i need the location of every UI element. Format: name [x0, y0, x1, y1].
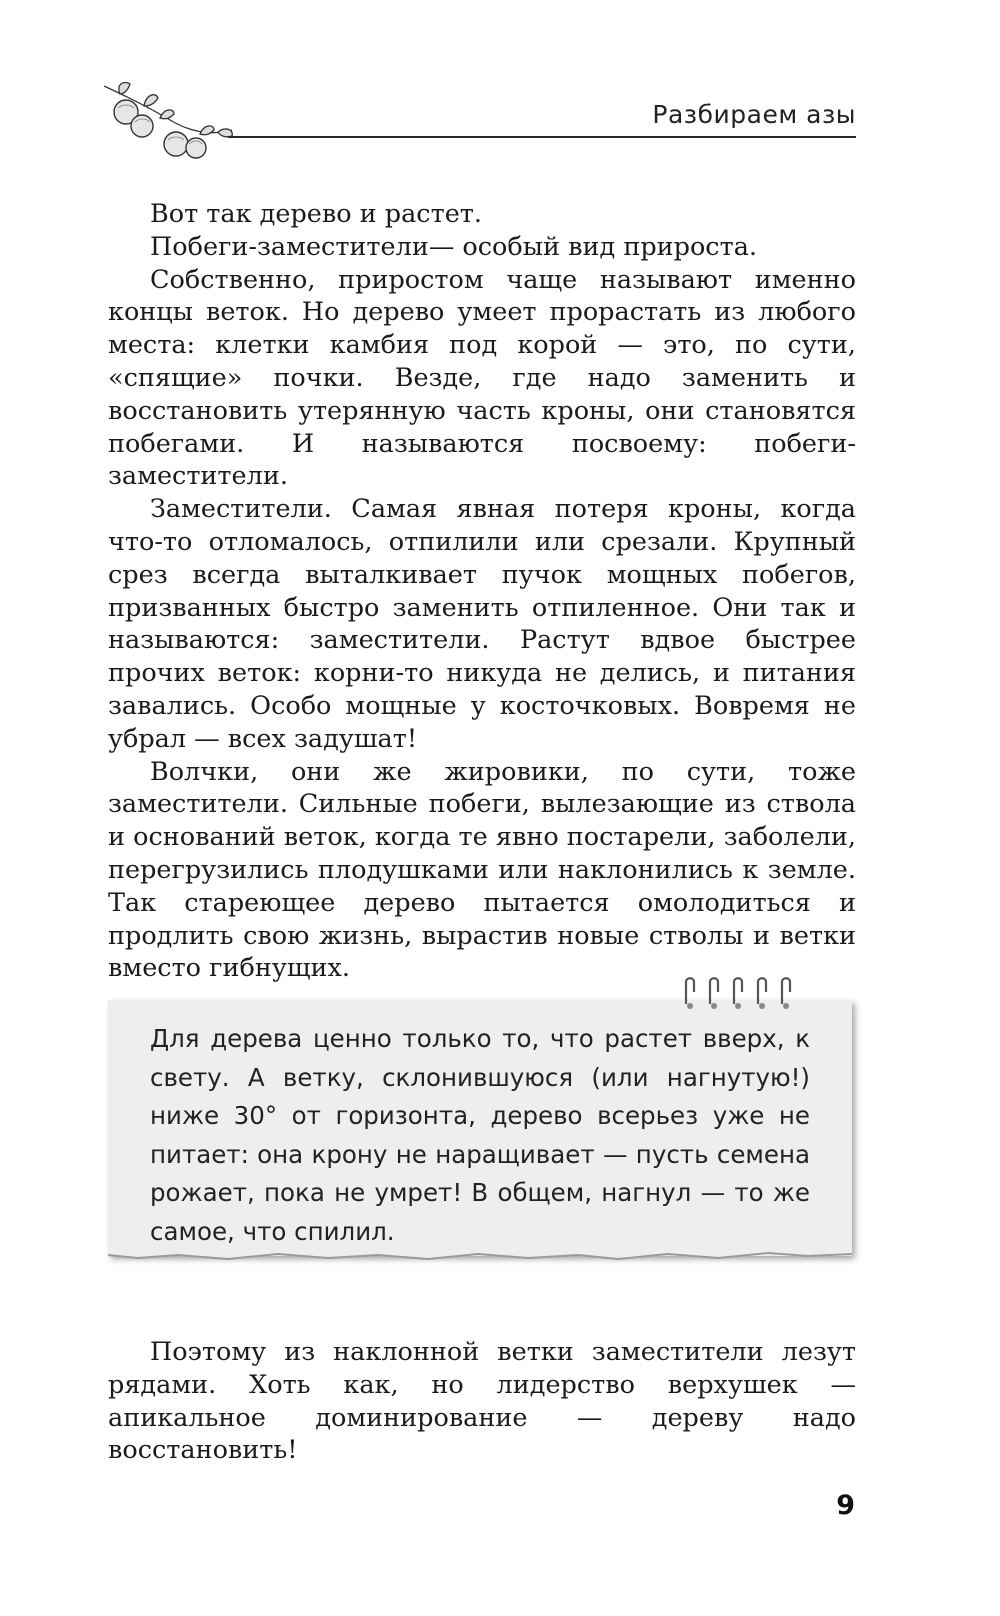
paragraph: Вот так дерево и растет.: [150, 199, 482, 229]
spiral-binding-icon: [680, 974, 810, 1018]
fruit-branch-ornament-icon: [100, 78, 240, 178]
paragraph: Заместители. Самая явная потеря кроны, когда что-то отломалось, отпилили или срезали. Крупный срез всегда выталкивает пучок мощных побегов, призванных быстро заменить отпиленное. Они так и называются: заместители. Растут вдвое быстрее прочих веток: корни-то никуда не делись, и питания завались. Особо мощные у косточковых. Вовремя не убрал — всех задушат!: [108, 494, 856, 754]
page-number: 9: [836, 1490, 855, 1521]
paragraph: Побеги-заместители— особый вид прироста.: [150, 231, 758, 262]
paragraph: Волчки, они же жировики, по сути, тоже заместители. Сильные побеги, вылезающие из ствола и оснований веток, когда те явно постарели, заболели, перегрузились плодушками или наклонились к земле. Так стареющее дерево пытается омолодиться и продлить свою жизнь, вырастив новые стволы и ветки вместо гибнущих.: [108, 756, 856, 984]
after-text: [108, 1336, 856, 1467]
running-head: Разбираем азы: [652, 100, 856, 129]
header-rule: [228, 136, 856, 138]
paragraph: Собственно, приростом чаще называют именно концы веток. Но дерево умеет прорастать из любого места: клетки камбия под корой — это, по сути, «спящие» почки. Везде, где надо заменить и восстановить утерянную часть кроны, они становятся побегами. И называются посвоему: побеги-заместители.: [108, 264, 856, 492]
note-text: Для дерева ценно только то, что растет вверх, к свету. А ветку, склонившуюся (или нагнутую!) ниже 30° от горизонта, дерево всерьез уже не питает: она крону не наращивает — пусть семена рожает, пока не умрет! В общем, нагнул — то же самое, что спилил.: [150, 1024, 810, 1246]
paragraph: Поэтому из наклонной ветки заместители лезут рядами. Хоть как, но лидерство верхушек — апикальное доминирование — дереву надо восстановить!: [108, 1337, 856, 1466]
main-text: [108, 198, 856, 985]
